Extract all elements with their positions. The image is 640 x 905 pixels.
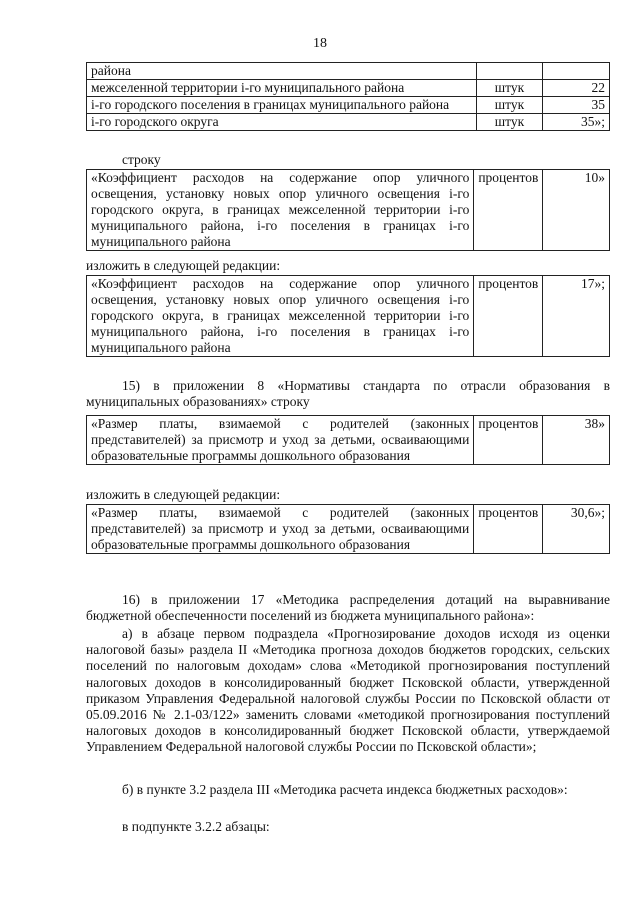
table-lighting-coefficient-new bbox=[86, 275, 610, 357]
table-cell-label: i-го городского округа bbox=[87, 114, 477, 131]
table-cell-label: «Размер платы, взимаемой с родителей (законных представителей) за присмотр и уход за детьми, осваивающими образовательные программы дошкольного образования bbox=[87, 505, 474, 554]
table-cell-unit: процентов bbox=[474, 170, 543, 251]
text-line-stroku: строку bbox=[122, 152, 161, 167]
table-row bbox=[87, 63, 610, 80]
table-cell-value: 35»; bbox=[543, 114, 610, 131]
table-lighting-coefficient-old bbox=[86, 169, 610, 251]
table-row bbox=[87, 97, 610, 114]
table-cell-unit: штук bbox=[477, 114, 543, 131]
table-cell-label: района bbox=[87, 63, 477, 80]
table-parent-fee-new bbox=[86, 504, 610, 554]
table-cell-label: i-го городского поселения в границах муниципального района bbox=[87, 97, 477, 114]
table-cell-value: 17»; bbox=[543, 276, 610, 357]
table-row bbox=[87, 505, 610, 554]
table-cell-value: 35 bbox=[543, 97, 610, 114]
table-cell-unit: процентов bbox=[474, 416, 543, 465]
table-cell-label: «Размер платы, взимаемой с родителей (законных представителей) за присмотр и уход за детьми, осваивающими образовательные программы дошкольного образования bbox=[87, 416, 474, 465]
paragraph-last: в подпункте 3.2.2 абзацы: bbox=[122, 819, 270, 834]
table-parent-fee-old bbox=[86, 415, 610, 465]
table-row bbox=[87, 114, 610, 131]
table-cell-unit: процентов bbox=[474, 276, 543, 357]
paragraph-15: 15) в приложении 8 «Нормативы стандарта по отрасли образования в муниципальных образованиях» строку bbox=[86, 378, 610, 410]
table-row bbox=[87, 416, 610, 465]
table-cell-unit: штук bbox=[477, 97, 543, 114]
table-row bbox=[87, 80, 610, 97]
table-cell-unit: штук bbox=[477, 80, 543, 97]
table-cell-value bbox=[543, 63, 610, 80]
table-cell-unit: процентов bbox=[474, 505, 543, 554]
paragraph-16b: б) в пункте 3.2 раздела III «Методика расчета индекса бюджетных расходов»: bbox=[122, 782, 568, 797]
table-cell-value: 22 bbox=[543, 80, 610, 97]
table-row bbox=[87, 276, 610, 357]
table-row bbox=[87, 170, 610, 251]
table-cell-label: межселенной территории i-го муниципального района bbox=[87, 80, 477, 97]
table-cell-label: «Коэффициент расходов на содержание опор уличного освещения, установку новых опор уличного освещения i-го городского округа, в границах межселенной территории i-го муниципального района, i-го поселения в границах i-го муниципального района bbox=[87, 276, 474, 357]
table-cell-label: «Коэффициент расходов на содержание опор уличного освещения, установку новых опор уличного освещения i-го городского округа, в границах межселенной территории i-го муниципального района, i-го поселения в границах i-го муниципального района bbox=[87, 170, 474, 251]
paragraph-16: 16) в приложении 17 «Методика распределения дотаций на выравнивание бюджетной обеспеченности поселений из бюджета муниципального района»: bbox=[86, 592, 610, 624]
table-cell-value: 30,6»; bbox=[543, 505, 610, 554]
table-cell-unit bbox=[477, 63, 543, 80]
table-cell-value: 10» bbox=[543, 170, 610, 251]
table-cell-value: 38» bbox=[543, 416, 610, 465]
text-line-izlozhit: изложить в следующей редакции: bbox=[86, 487, 281, 502]
text-line-izlozhit: изложить в следующей редакции: bbox=[86, 258, 281, 273]
page-number: 18 bbox=[313, 36, 327, 51]
table-municipal-units bbox=[86, 62, 610, 131]
paragraph-16a: а) в абзаце первом подраздела «Прогнозирование доходов исходя из оценки налоговой базы» раздела II «Методика прогноза доходов бюджетов городских, сельских поселений по налоговым доходам» слова «Методикой прогнозирования поступлений налоговых доходов в консолидированный бюджет Псковской области, утвержденной приказом Управления Федеральной налоговой службы России по Псковской области от 05.09.2016 № 2.1-03/122» заменить словами «методикой прогнозирования поступлений налоговых доходов в консолидированный бюджет Псковской области, утверждаемой Управлением Федеральной налоговой службы России по Псковской области»; bbox=[86, 626, 610, 755]
